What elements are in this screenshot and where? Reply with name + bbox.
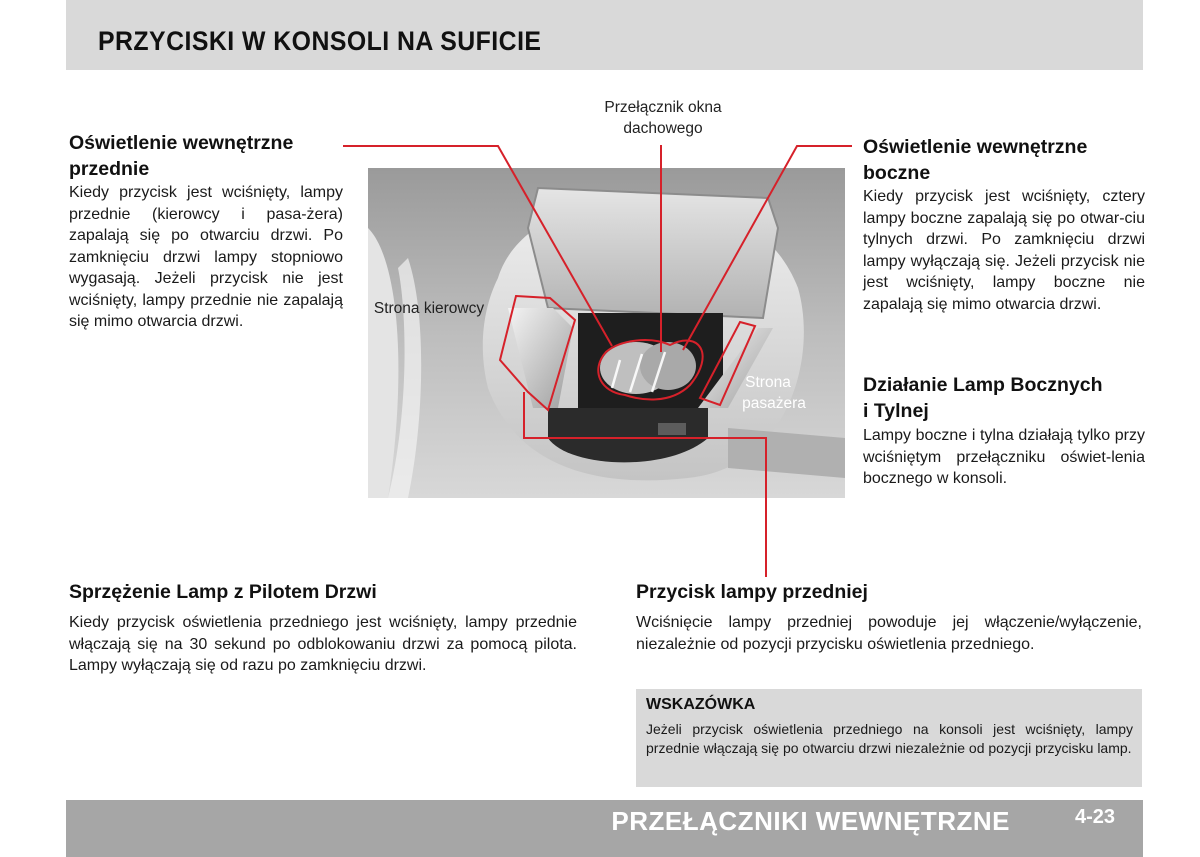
remote-heading: Sprzężenie Lamp z Pilotem Drzwi [69, 581, 377, 603]
side-lights-text: Kiedy przycisk jest wciśnięty, cztery lampy boczne zapalają się po otwar-ciu tylnych drzwi. Po zamknięciu drzwi lampy wyłączają się. Jeżeli przycisk nie jest wciśnięty, lampy boczne nie zapalają się mimo otwarcia drzwi. [863, 188, 1145, 313]
sunroof-label-line1: Przełącznik okna [604, 99, 722, 116]
side-lights-heading-line1: Oświetlenie wewnętrzne [863, 136, 1088, 158]
sunroof-label-line2: dachowego [623, 120, 703, 137]
overhead-console-photo [368, 168, 845, 498]
remote-text: Kiedy przycisk oświetlenia przedniego jest wciśnięty, lampy przednie włączają się na 30 sekund po odblokowaniu drzwi za pomocą pilota. Lampy wyłączają się od razu po zamknięciu drzwi. [69, 614, 577, 674]
side-lights-heading-line2: boczne [863, 162, 931, 184]
side-rear-heading-line1: Działanie Lamp Bocznych [863, 374, 1103, 396]
note-text: Jeżeli przycisk oświetlenia przedniego na konsoli jest wciśnięty, lampy przednie włączają się po otwarciu drzwi niezależnie od pozycji przycisku lamp. [646, 721, 1133, 756]
overhead-console-illustration [368, 168, 845, 498]
note-box [636, 689, 1142, 787]
page-title: PRZYCISKI W KONSOLI NA SUFICIE [98, 26, 542, 56]
driver-side-label: Strona kierowcy [373, 300, 485, 317]
header-bar [66, 0, 1143, 70]
front-lights-text: Kiedy przycisk jest wciśnięty, lampy przednie (kierowcy i pasa-żera) zapalają się po otwarciu drzwi. Po zamknięciu drzwi lampy stopniowo wygasają. Jeżeli przycisk nie jest wciśnięty, lampy przednie nie zapalają się mimo otwarcia drzwi. [69, 184, 343, 330]
front-lights-heading-line1: Oświetlenie wewnętrzne [69, 132, 294, 154]
section-title: PRZEŁĄCZNIKI WEWNĘTRZNE [611, 806, 1010, 836]
front-button-heading: Przycisk lampy przedniej [636, 581, 868, 603]
front-button-text: Wciśnięcie lampy przedniej powoduje jej włączenie/wyłączenie, niezależnie od pozycji przycisku oświetlenia przedniego. [636, 614, 1142, 653]
note-title: WSKAZÓWKA [646, 696, 756, 713]
page-number: 4-23 [1075, 806, 1116, 828]
passenger-side-label-line1: Strona [745, 374, 791, 391]
side-rear-text: Lampy boczne i tylna działają tylko przy wciśniętym przełączniku oświet-lenia bocznego w konsoli. [863, 427, 1145, 487]
side-rear-heading-line2: i Tylnej [863, 400, 929, 422]
passenger-side-label-line2: pasażera [742, 395, 806, 412]
front-lights-heading-line2: przednie [69, 158, 150, 180]
